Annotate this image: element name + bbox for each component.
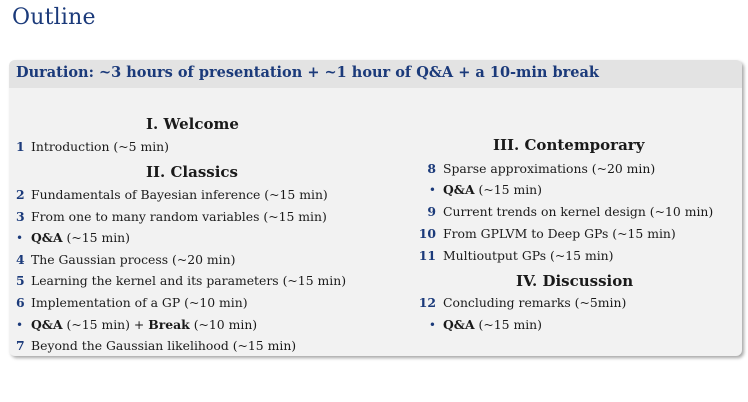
list-item xyxy=(16,273,346,288)
item-text: (~10 min) xyxy=(189,317,258,332)
item-text: From GPLVM to Deep GPs (~15 min) xyxy=(443,226,676,241)
item-number: 4 xyxy=(16,252,25,267)
block-header xyxy=(9,60,742,88)
list-item xyxy=(411,204,713,219)
list-item xyxy=(16,209,327,224)
qa-label: Q&A xyxy=(443,317,475,332)
item-number: 10 xyxy=(418,226,436,241)
bullet-icon: • xyxy=(428,318,436,332)
item-text: (~15 min) xyxy=(474,317,542,332)
bullet-icon: • xyxy=(16,231,24,245)
qa-label: Q&A xyxy=(31,317,63,332)
break-label: Break xyxy=(148,317,190,332)
page-title: Outline xyxy=(12,5,96,30)
list-item xyxy=(16,230,130,245)
item-text: Current trends on kernel design (~10 min) xyxy=(443,204,714,219)
bullet-icon: • xyxy=(16,318,24,332)
list-item xyxy=(16,252,235,267)
duration-text: Duration: ~3 hours of presentation + ~1 hour of Q&A + a 10-min break xyxy=(16,64,599,81)
item-number: 8 xyxy=(427,161,436,176)
item-text: From one to many random variables (~15 min) xyxy=(31,209,327,224)
item-number: 3 xyxy=(16,209,25,224)
list-item xyxy=(411,248,613,263)
list-item xyxy=(16,338,296,353)
bullet-icon: • xyxy=(428,183,436,197)
list-item xyxy=(16,187,328,202)
item-text: Learning the kernel and its parameters (~15 min) xyxy=(31,273,347,288)
item-text: Concluding remarks (~5min) xyxy=(443,295,627,310)
list-item xyxy=(411,226,676,241)
item-number: 7 xyxy=(16,338,25,353)
qa-label: Q&A xyxy=(443,182,475,197)
item-text: The Gaussian process (~20 min) xyxy=(31,252,236,267)
item-number: 2 xyxy=(16,187,25,202)
item-number: 1 xyxy=(16,139,25,154)
item-text: Multioutput GPs (~15 min) xyxy=(443,248,614,263)
item-text: Sparse approximations (~20 min) xyxy=(443,161,656,176)
item-text: Beyond the Gaussian likelihood (~15 min) xyxy=(31,338,297,353)
list-item xyxy=(16,139,169,154)
item-text: Introduction (~5 min) xyxy=(31,139,169,154)
section-title-welcome: I. Welcome xyxy=(146,115,239,133)
list-item xyxy=(411,161,655,176)
item-text: (~15 min) xyxy=(474,182,542,197)
item-text: Fundamentals of Bayesian inference (~15 min) xyxy=(31,187,328,202)
item-number: 6 xyxy=(16,295,25,310)
item-text: (~15 min) xyxy=(62,230,130,245)
list-item xyxy=(16,317,257,332)
list-item xyxy=(411,317,542,332)
item-number: 9 xyxy=(427,204,436,219)
list-item xyxy=(411,182,542,197)
list-item xyxy=(16,295,248,310)
item-text: Implementation of a GP (~10 min) xyxy=(31,295,248,310)
item-number: 12 xyxy=(418,295,436,310)
list-item xyxy=(411,295,626,310)
item-number: 11 xyxy=(418,248,436,263)
outline-block xyxy=(9,60,742,356)
qa-label: Q&A xyxy=(31,230,63,245)
section-title-contemporary: III. Contemporary xyxy=(493,136,645,154)
section-title-classics: II. Classics xyxy=(146,163,238,181)
item-text: (~15 min) + xyxy=(62,317,149,332)
item-number: 5 xyxy=(16,273,25,288)
section-title-discussion: IV. Discussion xyxy=(516,272,634,290)
